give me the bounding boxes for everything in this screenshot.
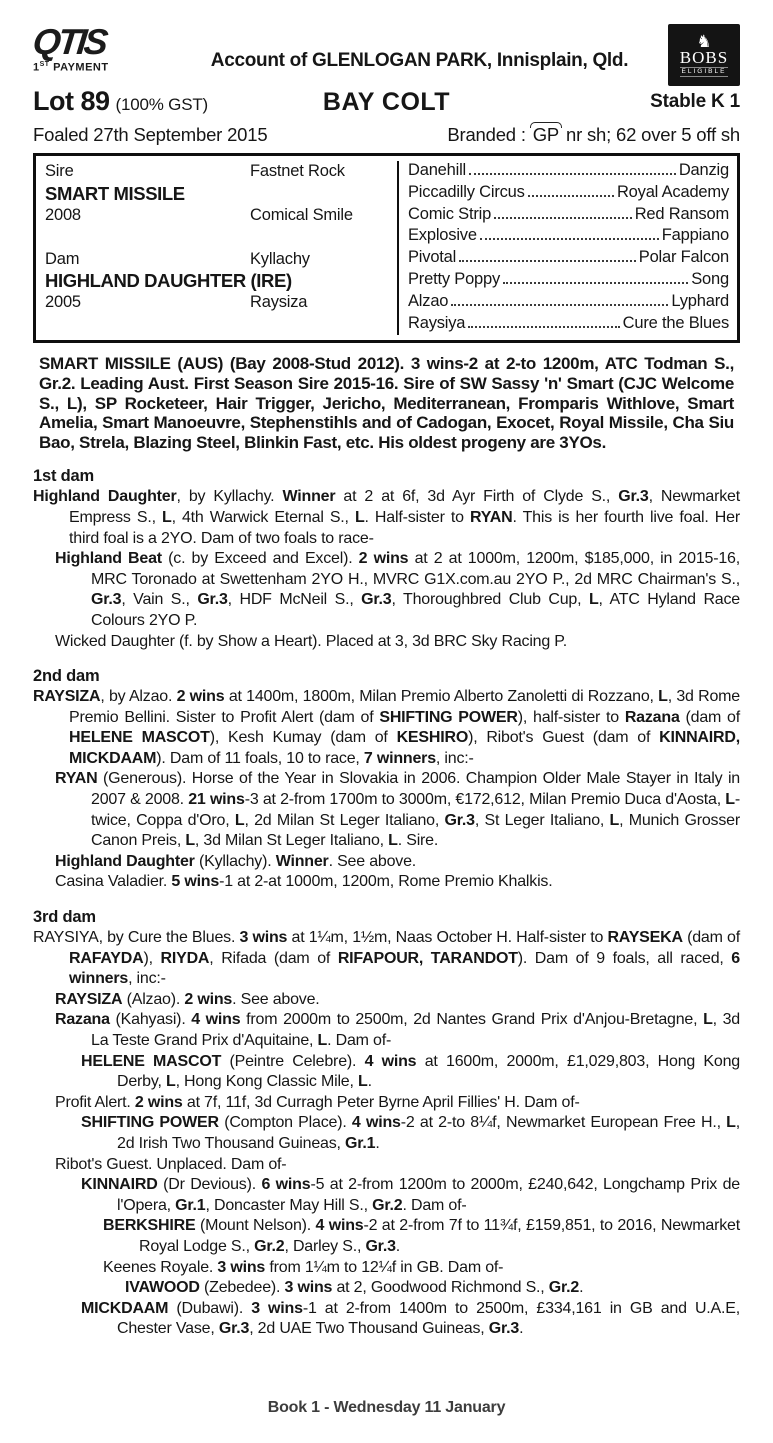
brand-mark: GP [532, 124, 560, 145]
pedigree-entry [55, 1155, 740, 1176]
plain-text: (dam of [682, 929, 740, 947]
dam-name: HIGHLAND DAUGHTER (IRE) [45, 269, 292, 291]
emphasis-text: 3 wins [239, 929, 288, 947]
emphasis-text: KESHIRO [396, 729, 469, 747]
emphasis-text: L [165, 1073, 176, 1091]
dotted-leader [480, 238, 659, 240]
plain-text: -5 at 2-from 1200m to 2000m, £240,642, Longchamp Prix de l'Opera, [117, 1176, 740, 1214]
plain-text: at 2, Goodwood Richmond S., [332, 1279, 549, 1297]
plain-text: (Dr Devious). [157, 1176, 262, 1194]
emphasis-text: Razana [624, 708, 680, 726]
emphasis-text: L [185, 832, 195, 850]
gst-note: (100% GST) [115, 95, 208, 114]
emphasis-text: Gr.2 [372, 1196, 403, 1214]
ancestor-row [408, 205, 729, 227]
ancestor-name: Pivotal [408, 248, 457, 267]
plain-text: at 1600m, 2000m, £1,029,803, Hong Kong Derby, [117, 1052, 740, 1091]
plain-text: . Sire. [397, 832, 439, 850]
pedigree-entry [81, 1052, 740, 1093]
sire-name: SMART MISSILE [45, 182, 185, 204]
pedigree-entry [55, 852, 740, 873]
plain-text: , Vain S., [121, 591, 198, 609]
dotted-leader [469, 173, 676, 175]
pedigree-entry [55, 872, 740, 893]
plain-text: . Dam of- [327, 1032, 392, 1049]
plain-text: -twice, Coppa d'Oro, [91, 791, 740, 829]
sire-of-dam: Kyllachy [250, 249, 310, 268]
plain-text: , 2d Irish Two Thousand Guineas, [117, 1114, 740, 1152]
page-header [30, 21, 740, 86]
page-title: BAY COLT [322, 88, 451, 116]
emphasis-text: Highland Daughter [33, 488, 177, 506]
account-of-line: Account of GLENLOGAN PARK, Innisplain, Qld. [210, 50, 629, 71]
qtis-tagline [33, 61, 171, 74]
qtis-tagline-num: 1 [33, 61, 40, 74]
plain-text: , Hong Kong Classic Mile, [175, 1073, 358, 1091]
emphasis-text: Gr.3 [91, 591, 122, 609]
plain-text: (Peintre Celebre). [221, 1052, 365, 1070]
emphasis-text: Winner [282, 488, 336, 506]
plain-text: , 3d Rome Premio Bellini. Sister to Profit Alert (dam of [69, 688, 740, 726]
pedigree-sire-dam-panel [36, 161, 397, 335]
ancestor-sire: Danzig [678, 161, 729, 179]
emphasis-text: 2 wins [134, 1093, 183, 1111]
plain-text: , HDF McNeil S., [227, 591, 362, 609]
ancestor-name: Explosive [408, 226, 477, 245]
ancestor-row [408, 292, 729, 314]
emphasis-text: Gr.1 [175, 1196, 206, 1214]
plain-text: (Dubawi). [168, 1299, 252, 1317]
plain-text: Keenes Royale. [103, 1258, 218, 1276]
plain-text: at 2 at 1000m, 1200m, $185,000, in 2015-16, MRC Toronado at Swettenham 2YO H., MVRC G1X.com.au 2YO P., 2d MRC Chairman's S., [91, 550, 740, 588]
plain-text: . This is her fourth live foal. Her third foal is a 2YO. Dam of two foals to race- [69, 508, 740, 547]
emphasis-text: RIFAPOUR, TARANDOT [337, 949, 518, 967]
emphasis-text: RAFAYDA [69, 949, 144, 967]
plain-text: -3 at 2-from 1700m to 3000m, €172,612, Milan Premio Duca d'Aosta, [244, 791, 726, 809]
plain-text: . [375, 1134, 380, 1152]
sire-year: 2008 [45, 205, 81, 224]
pedigree-entry [81, 1299, 740, 1340]
emphasis-text: L [609, 811, 620, 829]
lot-label: Lot 89 [33, 86, 110, 116]
plain-text: at 1¼m, 1½m, Naas October H. Half-sister to [287, 929, 608, 947]
plain-text: , 2d Milan St Leger Italiano, [244, 811, 445, 829]
pedigree-entry [33, 928, 740, 990]
plain-text: , St Leger Italiano, [474, 811, 610, 829]
pedigree-entry [103, 1216, 740, 1257]
emphasis-text: 6 winners [69, 949, 740, 988]
dotted-leader [494, 217, 632, 219]
plain-text: , by Kyllachy. [176, 488, 283, 506]
plain-text: . See above. [232, 990, 320, 1008]
emphasis-text: 2 wins [184, 990, 233, 1008]
plain-text: , Thoroughbred Club Cup, [391, 591, 589, 609]
lot-title-row [33, 86, 740, 117]
plain-text: , 2d UAE Two Thousand Guineas, [249, 1320, 489, 1338]
ancestor-sire: Royal Academy [616, 182, 729, 201]
plain-text: . [395, 1237, 401, 1255]
ancestor-row [408, 183, 729, 205]
dam-year: 2005 [45, 293, 81, 312]
emphasis-text: L [726, 1114, 736, 1132]
emphasis-text: Gr.3 [444, 811, 475, 829]
emphasis-text: L [354, 508, 365, 526]
plain-text: (Kyllachy). [194, 852, 276, 870]
plain-text: , Munich Grosser Canon Preis, [91, 811, 740, 850]
plain-text: Wicked Daughter (f. by Show a Heart). Placed at 3, 3d BRC Sky Racing P. [55, 632, 567, 650]
dotted-leader [528, 195, 614, 197]
ancestor-sire: Red Ransom [634, 204, 729, 223]
qtis-tagline-sup: ST [39, 61, 50, 68]
pedigree-entry [103, 1258, 740, 1279]
dotted-leader [451, 304, 668, 306]
plain-text: at 1400m, 1800m, Milan Premio Alberto Zanoletti di Rozzano, [224, 688, 659, 706]
plain-text: , ATC Hyland Race Colours 2YO P. [91, 591, 740, 629]
pedigree-table [33, 153, 740, 343]
dam-label: Dam [45, 249, 80, 268]
dam-sections [33, 467, 740, 1340]
emphasis-text: L [162, 508, 172, 526]
plain-text: (Generous). Horse of the Year in Slovakia in 2006. Champion Older Male Stayer in Italy in 2007 & 2008. [91, 770, 740, 809]
ancestor-row [408, 226, 729, 248]
plain-text: at 7f, 11f, 3d Curragh Peter Byrne April Fillies' H. Dam of- [182, 1093, 580, 1111]
horse-and-jockey-icon: ♞ [696, 31, 712, 51]
plain-text: , 3d Milan St Leger Italiano, [194, 832, 389, 850]
bobs-wordmark: BOBS [679, 47, 729, 67]
pedigree-entry [33, 487, 740, 549]
emphasis-text: RAYSIZA [55, 990, 123, 1008]
emphasis-text: Gr.1 [345, 1134, 376, 1152]
emphasis-text: Gr.3 [488, 1320, 520, 1338]
emphasis-text: Gr.3 [618, 488, 649, 506]
emphasis-text: L [388, 832, 398, 850]
emphasis-text: SHIFTING POWER [379, 708, 518, 726]
emphasis-text: 2 wins [358, 550, 409, 568]
ancestor-row [408, 161, 729, 183]
plain-text: (dam of [679, 708, 740, 726]
emphasis-text: L [658, 688, 668, 706]
sire-of-sire: Fastnet Rock [250, 162, 345, 181]
qtis-tagline-rest: PAYMENT [49, 61, 109, 74]
emphasis-text: 6 wins [261, 1176, 311, 1194]
book-session-footer: Book 1 - Wednesday 11 January [267, 1399, 506, 1416]
plain-text: . [519, 1320, 524, 1338]
foaled-date: Foaled 27th September 2015 [33, 124, 268, 145]
emphasis-text: Gr.3 [361, 591, 392, 609]
qtis-wordmark-icon: QTIS [30, 21, 108, 62]
plain-text: ), Ribot's Guest (dam of [468, 729, 660, 747]
plain-text: , Newmarket Empress S., [69, 488, 740, 526]
emphasis-text: BERKSHIRE [103, 1217, 196, 1235]
emphasis-text: L [725, 791, 735, 809]
pedigree-entry [125, 1278, 740, 1299]
plain-text: ). Dam of 11 foals, 10 to race, [156, 749, 364, 767]
dotted-leader [459, 260, 636, 262]
emphasis-text: Gr.3 [197, 591, 228, 609]
branded-suffix: nr sh; 62 over 5 off sh [561, 124, 740, 145]
plain-text: -1 at 2-from 1400m to 2500m, £334,161 in GB and U.A.E, Chester Vase, [117, 1299, 740, 1338]
emphasis-text: L [588, 591, 599, 609]
foaled-branded-row [33, 124, 740, 146]
pedigree-ancestors-panel [397, 161, 737, 335]
emphasis-text: L [358, 1073, 368, 1091]
plain-text: . Half-sister to [364, 508, 470, 526]
plain-text: ), Kesh Kumay (dam of [209, 729, 397, 747]
plain-text: at 2 at 6f, 3d Ayr Firth of Clyde S., [335, 488, 619, 506]
emphasis-text: RYAN [470, 508, 513, 526]
plain-text: from 2000m to 2500m, 2d Nantes Grand Prix d'Anjou-Bretagne, [240, 1011, 704, 1029]
emphasis-text: 4 wins [351, 1114, 401, 1132]
emphasis-text: 3 wins [284, 1279, 333, 1297]
plain-text: ). Dam of 9 foals, all raced, [517, 949, 732, 967]
plain-text: Profit Alert. [55, 1093, 135, 1111]
plain-text: Ribot's Guest. Unplaced. Dam of- [55, 1155, 287, 1173]
emphasis-text: Razana [55, 1011, 110, 1029]
emphasis-text: 21 wins [188, 791, 245, 809]
emphasis-text: KINNAIRD [81, 1176, 158, 1194]
plain-text: (Compton Place). [218, 1114, 352, 1132]
emphasis-text: Gr.2 [254, 1237, 285, 1255]
emphasis-text: SHIFTING POWER [81, 1114, 219, 1132]
emphasis-text: RAYSIZA [33, 688, 101, 706]
ancestor-sire: Polar Falcon [638, 248, 729, 267]
emphasis-text: 4 wins [191, 1011, 241, 1029]
ancestor-sire: Fappiano [661, 226, 729, 245]
plain-text: (Kahyasi). [109, 1011, 192, 1029]
emphasis-text: Gr.3 [365, 1237, 396, 1255]
ancestor-name: Piccadilly Circus [408, 182, 525, 201]
plain-text: , Rifada (dam of [209, 949, 338, 967]
plain-text: , by Alzao. [100, 688, 177, 706]
emphasis-text: L [703, 1011, 713, 1029]
branded-info [447, 124, 740, 146]
emphasis-text: L [317, 1032, 328, 1049]
emphasis-text: SMART MISSILE (AUS) (Bay 2008-Stud 2012). 3 wins-2 at 2-to 1200m, ATC Todman S., Gr.2. Leading Aust. First Season Sire 2015-16. Sire of SW Sassy 'n' Smart (CJC Welcome S., L), SP Rocketeer, Hair Trigger, Jericho, Mediterranean, Fromparis Withlove, Smart Amelia, Smart Manoeuvre, Stephenstihls and of Cadogan, Exocet, Royal Missile, Cha Siu Bao, Strela, Blazing Steel, Blinkin Fast, etc. His oldest progeny are 3YOs. [39, 354, 734, 452]
bobs-logo [668, 24, 740, 86]
emphasis-text: RAYSEKA [607, 929, 683, 947]
emphasis-text: Gr.2 [548, 1279, 580, 1297]
plain-text: -2 at 2-from 7f to 11¾f, £159,851, to 2016, Newmarket Royal Lodge S., [139, 1217, 740, 1255]
ancestor-sire: Song [691, 269, 729, 288]
emphasis-text: Gr.3 [218, 1320, 250, 1338]
plain-text: , 4th Warwick Eternal S., [171, 508, 355, 526]
emphasis-text: KINNAIRD, MICKDAAM [69, 729, 740, 767]
stable-number: Stable K 1 [650, 90, 740, 112]
emphasis-text: HELENE MASCOT [81, 1052, 222, 1070]
pedigree-entry [81, 1175, 740, 1216]
emphasis-text: IVAWOOD [125, 1279, 200, 1297]
emphasis-text: L [234, 811, 245, 829]
plain-text: , inc:- [128, 970, 166, 988]
emphasis-text: 4 wins [364, 1052, 417, 1070]
emphasis-text: Highland Beat [55, 550, 162, 568]
emphasis-text: RIYDA [160, 949, 210, 967]
pedigree-entry [81, 1113, 740, 1154]
lot-number [33, 86, 323, 117]
ancestor-name: Pretty Poppy [408, 269, 501, 288]
ancestor-name: Raysiya [408, 313, 466, 332]
dam-section-heading: 3rd dam [33, 908, 96, 927]
emphasis-text: 7 winners [363, 749, 436, 767]
pedigree-entry [33, 687, 740, 769]
sire-summary-paragraph [33, 354, 740, 452]
qtis-logo [30, 21, 171, 74]
plain-text: , Doncaster May Hill S., [205, 1196, 373, 1214]
plain-text: . [579, 1279, 584, 1297]
plain-text: (Alzao). [122, 990, 185, 1008]
plain-text: , Darley S., [284, 1237, 366, 1255]
ancestor-sire: Cure the Blues [622, 313, 729, 332]
ancestor-row [408, 270, 729, 292]
pedigree-entry [55, 990, 740, 1011]
dotted-leader [503, 282, 688, 284]
emphasis-text: 4 wins [315, 1217, 364, 1235]
pedigree-entry [55, 1010, 740, 1051]
emphasis-text: 2 wins [176, 688, 225, 706]
emphasis-text: 3 wins [251, 1299, 303, 1317]
plain-text: (c. by Exceed and Excel). [161, 550, 359, 568]
emphasis-text: Highland Daughter [55, 852, 195, 870]
emphasis-text: Winner [275, 852, 329, 870]
dotted-leader [468, 326, 619, 328]
pedigree-entry [55, 549, 740, 631]
ancestor-name: Comic Strip [408, 204, 492, 223]
dam-section-heading: 2nd dam [33, 667, 100, 686]
ancestor-row [408, 248, 729, 270]
plain-text: RAYSIYA, by Cure the Blues. [33, 929, 240, 947]
ancestor-row [408, 314, 729, 336]
ancestor-name: Danehill [408, 161, 467, 179]
plain-text: , inc:- [435, 749, 474, 767]
emphasis-text: 5 wins [171, 873, 220, 891]
emphasis-text: MICKDAAM [81, 1299, 169, 1317]
ancestor-name: Alzao [408, 291, 449, 310]
sire-label: Sire [45, 162, 74, 181]
emphasis-text: HELENE MASCOT [69, 729, 210, 747]
emphasis-text: RYAN [55, 770, 98, 788]
plain-text: . Dam of- [402, 1196, 467, 1214]
dam-section-heading: 1st dam [33, 467, 94, 486]
plain-text: Casina Valadier. [55, 873, 172, 891]
plain-text: -2 at 2-to 8¼f, Newmarket European Free H., [400, 1114, 727, 1132]
bobs-eligible-label: ELIGIBLE [681, 67, 727, 75]
branded-prefix: Branded : [447, 124, 531, 145]
plain-text: , 3d La Teste Grand Prix d'Aquitaine, [91, 1011, 740, 1049]
plain-text: (Mount Nelson). [195, 1217, 316, 1235]
pedigree-entry [55, 1093, 740, 1114]
plain-text: ), half-sister to [517, 708, 625, 726]
plain-text: (Zebedee). [199, 1279, 285, 1297]
pedigree-entry [55, 769, 740, 851]
pedigree-entry [55, 632, 740, 653]
plain-text: -1 at 2-at 1000m, 1200m, Rome Premio Khalkis. [219, 873, 553, 891]
dam-of-sire: Comical Smile [250, 205, 353, 224]
plain-text: . See above. [328, 852, 417, 870]
plain-text: . [367, 1073, 372, 1091]
ancestor-sire: Lyphard [671, 291, 729, 310]
dam-of-dam: Raysiza [250, 293, 308, 312]
emphasis-text: 3 wins [217, 1258, 266, 1276]
plain-text: from 1¼m to 12¼f in GB. Dam of- [265, 1258, 504, 1276]
plain-text: ), [143, 949, 161, 967]
